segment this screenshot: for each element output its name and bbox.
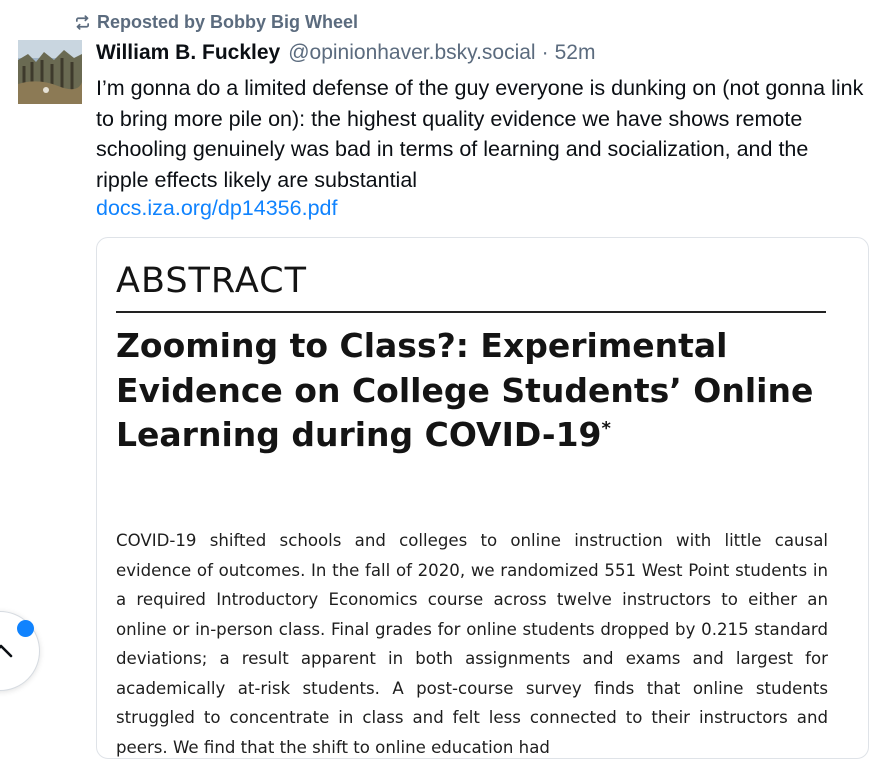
repost-icon (74, 14, 91, 31)
abstract-body: COVID-19 shifted schools and colleges to online instruction with little causal evidence of outcomes. In the fall of 2020, we randomized 551 West Point students in a required Introductory Economics course across twelve instructors to either an online or in-person class. Final grades for online students dropped by 0.215 standard deviations; a result apparent in both assignments and exams and largest for academically at-risk students. A post-course survey finds that online students struggled to concentrate in class and felt less connected to their instructors and peers. We find that the shift to online education had (116, 531, 828, 757)
post-text: I’m gonna do a limited defense of the guy everyone is dunking on (not gonna link to bring more pile on): the highest quality evidence we have shows remote schooling genuinely was bad in terms of learning and socialization, and the ripple effects likely are substantial (96, 76, 864, 192)
chevron-up-icon (0, 640, 19, 660)
post-author-row (96, 39, 595, 67)
abstract-heading: ABSTRACT (116, 261, 307, 301)
embedded-image-card[interactable] (96, 237, 869, 759)
post-timestamp[interactable]: 52m (554, 41, 596, 64)
repost-indicator[interactable] (74, 10, 358, 34)
separator-dot: · (541, 41, 549, 64)
notification-dot (17, 620, 34, 637)
avatar[interactable] (18, 40, 82, 104)
post-link[interactable]: docs.iza.org/dp14356.pdf (96, 196, 338, 220)
divider (116, 311, 826, 313)
author-display-name[interactable]: William B. Fuckley (96, 41, 281, 64)
paper-title-text: Zooming to Class?: Experimental Evidence on College Students’ Online Learning during COVID-19 (116, 326, 814, 454)
paper-title (116, 324, 836, 458)
repost-label[interactable]: Reposted by Bobby Big Wheel (97, 11, 359, 32)
title-footnote-mark: * (601, 418, 611, 439)
author-handle[interactable]: @opinionhaver.bsky.social (288, 41, 536, 64)
